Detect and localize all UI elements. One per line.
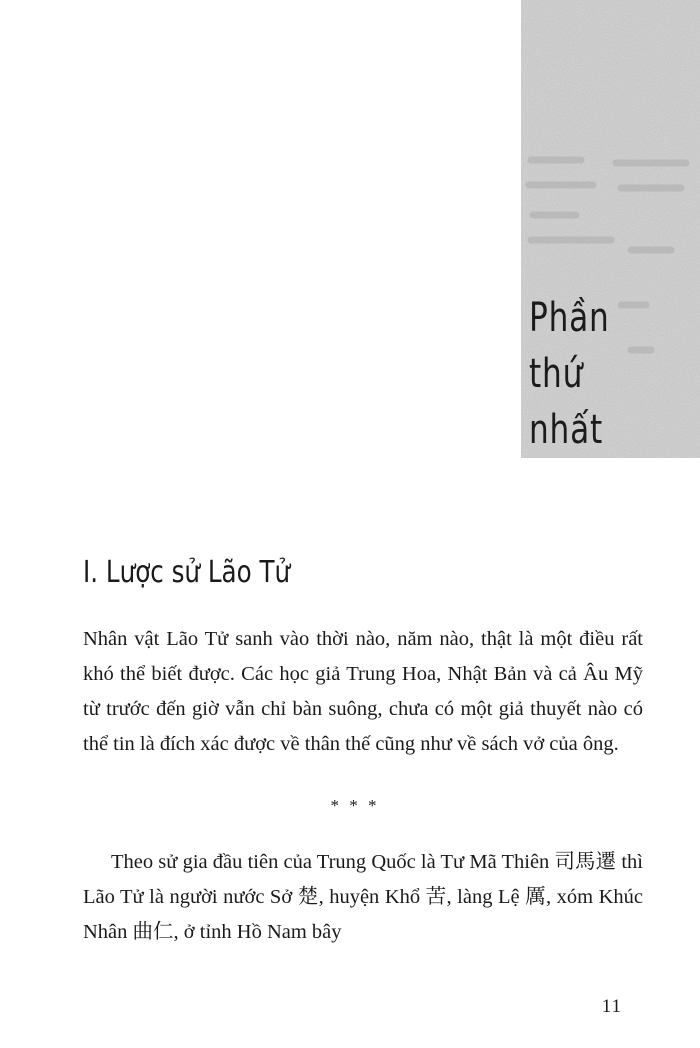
section-heading: I. Lược sử Lão Tử xyxy=(83,555,291,590)
part-title-box xyxy=(521,0,700,458)
paragraph-history: Theo sử gia đầu tiên của Trung Quốc là Tư Mã Thiên 司馬遷 thì Lão Tử là người nước Sở 楚, huyện Khổ 苦, làng Lệ 厲, xóm Khúc Nhân 曲仁, ở tỉnh Hồ Nam bây xyxy=(83,851,643,943)
part-title xyxy=(529,290,610,458)
part-title-line-2: thứ xyxy=(529,351,584,397)
part-title-line-1: Phần xyxy=(529,295,610,341)
paragraph-intro: Nhân vật Lão Tử sanh vào thời nào, năm nào, thật là một điều rất khó thể biết được. Các học giả Trung Hoa, Nhật Bản và cả Âu Mỹ từ trước đến giờ vẫn chỉ bàn suông, chưa có một giả thuyết nào có thể tin là đích xác được về thân thế cũng như về sách vở của ông. xyxy=(83,628,643,755)
page-number: 11 xyxy=(601,996,622,1017)
section-separator: * * * xyxy=(330,796,380,815)
part-title-line-3: nhất xyxy=(529,407,604,453)
